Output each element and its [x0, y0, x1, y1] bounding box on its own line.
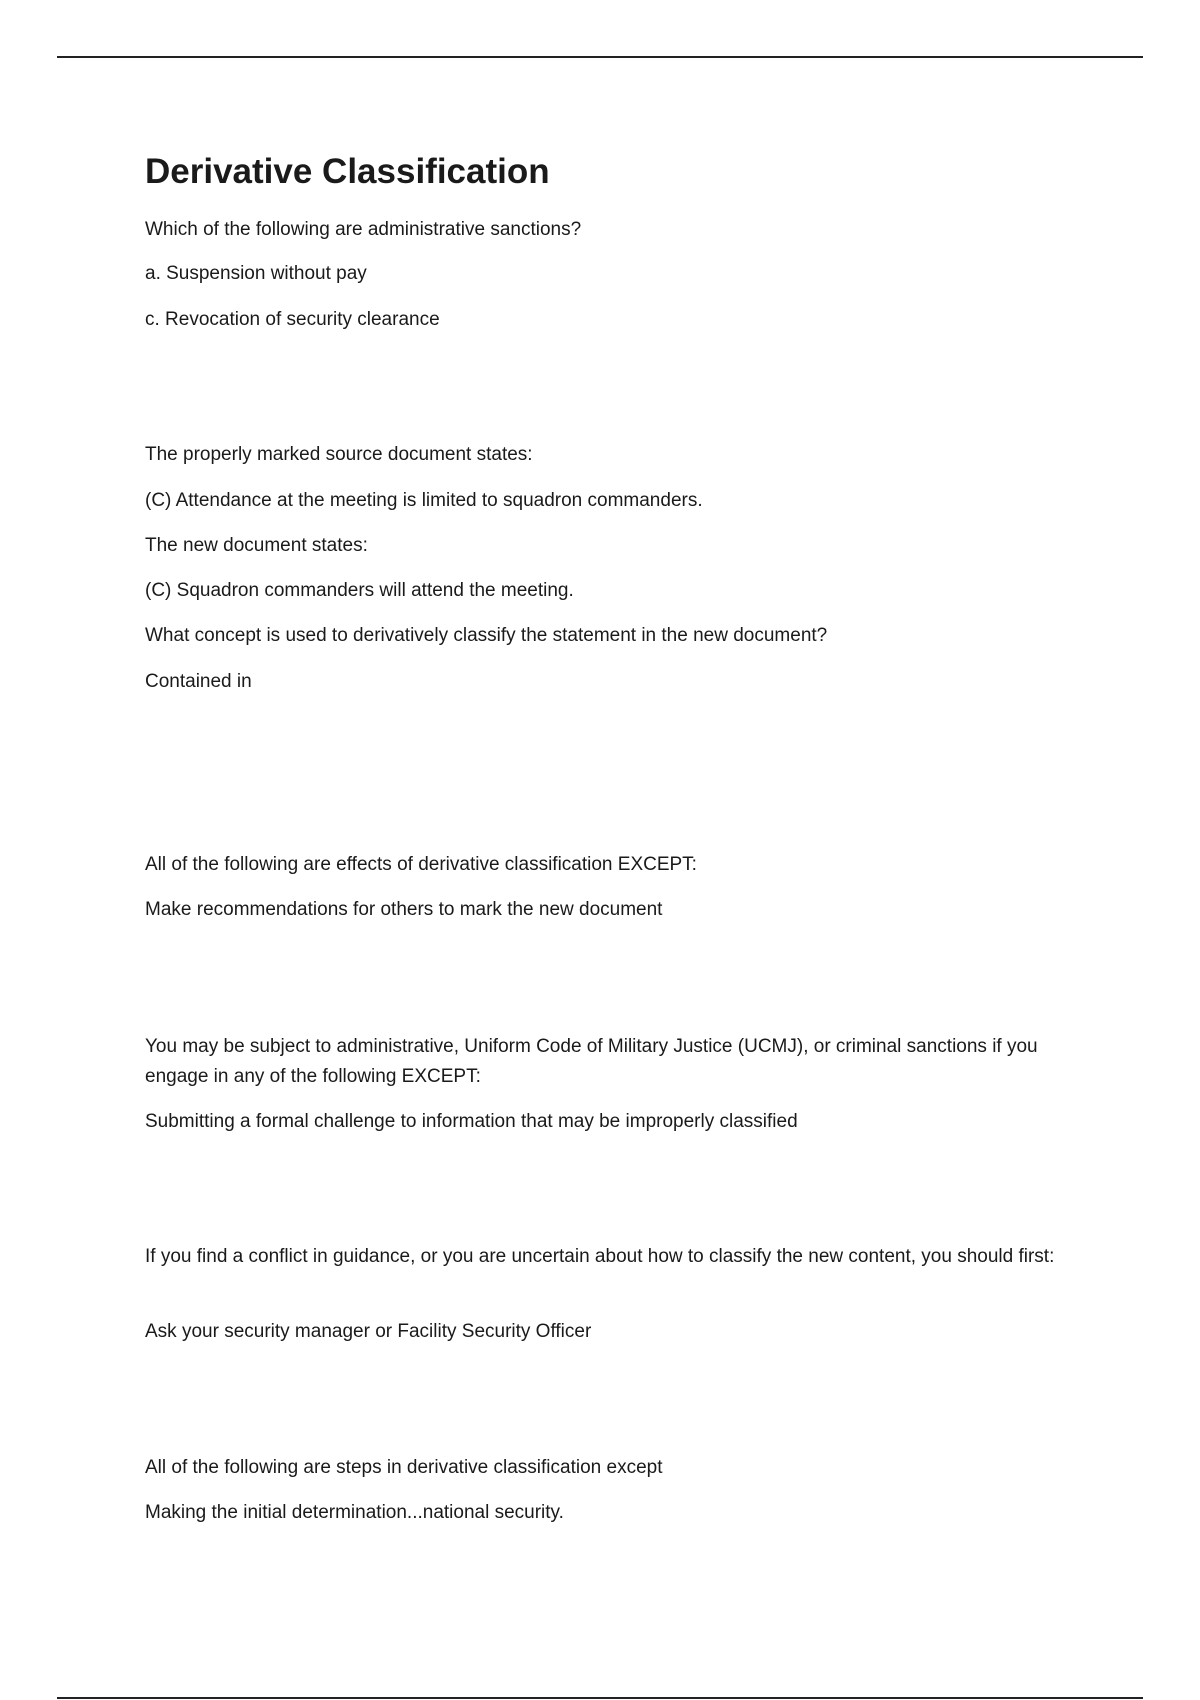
answer-1a: a. Suspension without pay [145, 263, 367, 284]
question-5: If you find a conflict in guidance, or you are uncertain about how to classify the new content, you should first: [145, 1246, 1055, 1267]
question-2-line-4: (C) Squadron commanders will attend the meeting. [145, 580, 574, 601]
question-1: Which of the following are administrative sanctions? [145, 219, 582, 240]
top-rule [57, 56, 1143, 58]
question-2-line-5: What concept is used to derivatively classify the statement in the new document? [145, 625, 828, 646]
answer-4: Submitting a formal challenge to information that may be improperly classified [145, 1111, 798, 1132]
answer-3: Make recommendations for others to mark the new document [145, 899, 663, 920]
question-2-line-1: The properly marked source document states: [145, 444, 533, 465]
answer-5: Ask your security manager or Facility Security Officer [145, 1321, 592, 1342]
question-3: All of the following are effects of derivative classification EXCEPT: [145, 854, 697, 875]
question-2-line-2: (C) Attendance at the meeting is limited to squadron commanders. [145, 490, 703, 511]
answer-1c: c. Revocation of security clearance [145, 309, 440, 330]
answer-6: Making the initial determination...national security. [145, 1502, 564, 1523]
question-6: All of the following are steps in derivative classification except [145, 1457, 663, 1478]
question-2-line-3: The new document states: [145, 535, 368, 556]
page-title: Derivative Classification [145, 152, 550, 191]
bottom-rule [57, 1697, 1143, 1699]
question-4: You may be subject to administrative, Uniform Code of Military Justice (UCMJ), or criminal sanctions if you engage in any of the following EXCEPT: [145, 1036, 1038, 1087]
answer-2: Contained in [145, 671, 252, 692]
